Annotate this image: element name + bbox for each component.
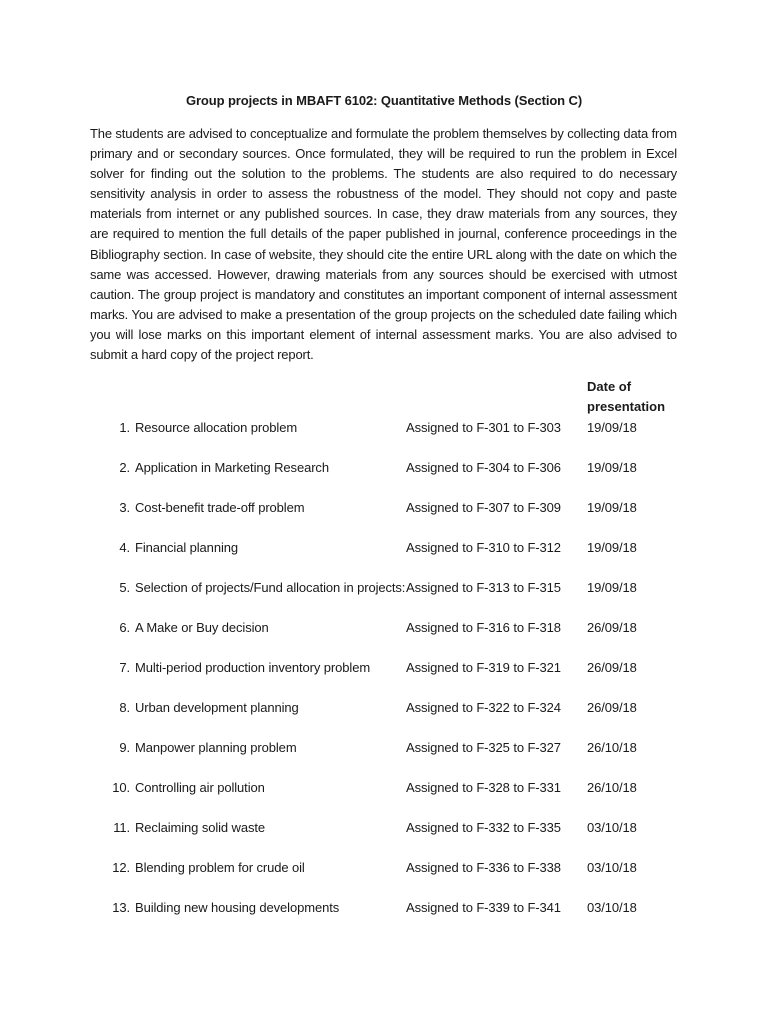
project-row bbox=[0, 698, 768, 718]
project-row bbox=[0, 418, 768, 438]
presentation-date: 19/09/18 bbox=[587, 580, 637, 595]
presentation-date: 26/09/18 bbox=[587, 700, 637, 715]
project-number: 6. bbox=[119, 620, 130, 635]
project-assignment: Assigned to F-336 to F-338 bbox=[406, 860, 561, 875]
presentation-date: 19/09/18 bbox=[587, 460, 637, 475]
project-name: Application in Marketing Research bbox=[135, 460, 329, 475]
project-assignment: Assigned to F-301 to F-303 bbox=[406, 420, 561, 435]
project-row bbox=[0, 498, 768, 518]
project-name: Financial planning bbox=[135, 540, 238, 555]
project-row bbox=[0, 778, 768, 798]
project-number: 3. bbox=[119, 500, 130, 515]
project-row bbox=[0, 578, 768, 598]
presentation-date: 26/10/18 bbox=[587, 740, 637, 755]
project-name: Multi-period production inventory problem bbox=[135, 660, 371, 675]
project-row bbox=[0, 458, 768, 478]
project-number: 9. bbox=[119, 740, 130, 755]
project-name: Blending problem for crude oil bbox=[135, 860, 305, 875]
presentation-date: 19/09/18 bbox=[587, 420, 637, 435]
presentation-date: 19/09/18 bbox=[587, 540, 637, 555]
project-number: 4. bbox=[119, 540, 130, 555]
intro-paragraph: The students are advised to conceptualize and formulate the problem themselves by collecting data from primary and or secondary sources. Once formulated, they will be required to run the problem in Excel solver for finding out the solution to the problems. The students are also required to do necessary sensitivity analysis in order to assess the robustness of the model. They should not copy and paste materials from internet or any published sources. In case, they draw materials from any sources, they are required to mention the full details of the paper published in journal, conference proceedings in the Bibliography section. In case of website, they should cite the entire URL along with the date on which the same was accessed. However, drawing materials from any sources should be exercised with utmost caution. The group project is mandatory and constitutes an important component of internal assessment marks. You are advised to make a presentation of the group projects on the scheduled date failing which you will lose marks on this important element of internal assessment marks. You are also advised to submit a hard copy of the project report. bbox=[90, 126, 677, 363]
project-number: 10. bbox=[112, 780, 130, 795]
presentation-date: 03/10/18 bbox=[587, 820, 637, 835]
project-number: 2. bbox=[119, 460, 130, 475]
project-assignment: Assigned to F-307 to F-309 bbox=[406, 500, 561, 515]
presentation-date: 26/09/18 bbox=[587, 620, 637, 635]
project-row bbox=[0, 898, 768, 918]
date-column-header bbox=[587, 377, 697, 417]
project-assignment: Assigned to F-325 to F-327 bbox=[406, 740, 561, 755]
presentation-date: 03/10/18 bbox=[587, 900, 637, 915]
presentation-date: 26/09/18 bbox=[587, 660, 637, 675]
project-assignment: Assigned to F-310 to F-312 bbox=[406, 540, 561, 555]
project-number: 1. bbox=[119, 420, 130, 435]
project-assignment: Assigned to F-319 to F-321 bbox=[406, 660, 561, 675]
project-name: Building new housing developments bbox=[135, 900, 340, 915]
project-row bbox=[0, 738, 768, 758]
document-title: Group projects in MBAFT 6102: Quantitative Methods (Section C) bbox=[185, 93, 583, 108]
date-header-line1: Date of bbox=[587, 379, 632, 394]
project-row bbox=[0, 818, 768, 838]
project-number: 7. bbox=[119, 660, 130, 675]
project-number: 5. bbox=[119, 580, 130, 595]
project-name: Manpower planning problem bbox=[135, 740, 297, 755]
project-assignment: Assigned to F-313 to F-315 bbox=[406, 580, 561, 595]
project-assignment: Assigned to F-332 to F-335 bbox=[406, 820, 561, 835]
project-row bbox=[0, 858, 768, 878]
project-name: Controlling air pollution bbox=[135, 780, 265, 795]
project-name: Urban development planning bbox=[135, 700, 299, 715]
project-number: 11. bbox=[113, 820, 130, 835]
project-assignment: Assigned to F-304 to F-306 bbox=[406, 460, 561, 475]
date-header-line2: presentation bbox=[587, 399, 666, 414]
project-assignment: Assigned to F-328 to F-331 bbox=[406, 780, 561, 795]
project-assignment: Assigned to F-339 to F-341 bbox=[406, 900, 561, 915]
project-name: Reclaiming solid waste bbox=[135, 820, 266, 835]
project-name: Cost-benefit trade-off problem bbox=[135, 500, 305, 515]
project-number: 12. bbox=[112, 860, 130, 875]
project-row bbox=[0, 538, 768, 558]
presentation-date: 03/10/18 bbox=[587, 860, 637, 875]
project-number: 13. bbox=[112, 900, 130, 915]
project-name: A Make or Buy decision bbox=[135, 620, 269, 635]
project-number: 8. bbox=[119, 700, 130, 715]
project-assignment: Assigned to F-322 to F-324 bbox=[406, 700, 561, 715]
project-name: Resource allocation problem bbox=[135, 420, 298, 435]
project-name: Selection of projects/Fund allocation in projects: bbox=[135, 580, 406, 595]
presentation-date: 26/10/18 bbox=[587, 780, 637, 795]
project-assignment: Assigned to F-316 to F-318 bbox=[406, 620, 561, 635]
project-row bbox=[0, 658, 768, 678]
presentation-date: 19/09/18 bbox=[587, 500, 637, 515]
project-row bbox=[0, 618, 768, 638]
